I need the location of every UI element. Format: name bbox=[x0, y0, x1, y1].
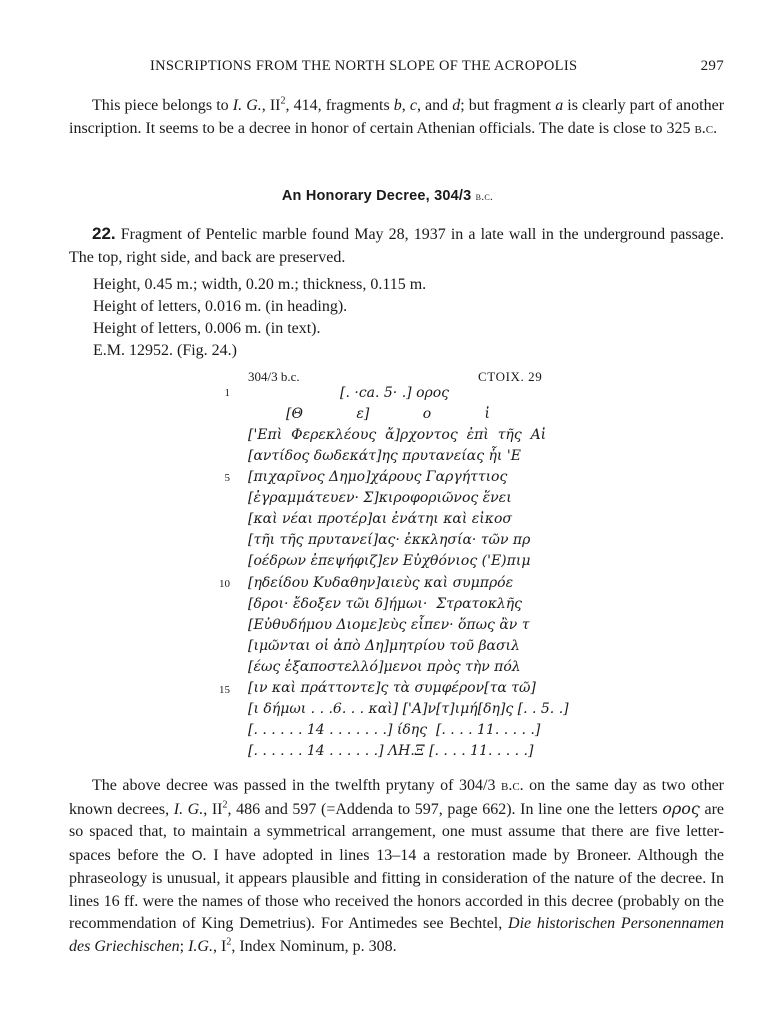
section-title bbox=[0, 188, 775, 204]
inscription-line: [. . . . . . 14 . . . . . .] ΛΗ.Ξ [. . . . 11. . . . .] bbox=[248, 743, 534, 759]
letter-height-heading: Height of letters, 0.016 m. (in heading). bbox=[93, 298, 348, 315]
intro-text: is clearly part of another inscription. It seems to be a decree in honor of certain Athenian officials. The date is close to 325 bbox=[69, 97, 725, 137]
inscription-line: [οέδρων ἐπεψήφιζ]εν Εὐχθόνιος ('Ε)πιμ bbox=[248, 553, 531, 569]
inscription-line: [Θ ε] ο ἰ bbox=[286, 406, 491, 422]
line-number: 5 bbox=[224, 472, 230, 484]
inscription-line: [ηδείδου Κυδαθην]αιεὺς καὶ συμπρόε bbox=[248, 575, 514, 591]
intro-text: ; but fragment bbox=[460, 97, 556, 114]
entry-number: 22. bbox=[92, 224, 116, 243]
inscription-line: [τῆι τῆς πρυτανεί]ας· ἐκκλησία· τῶν πρ bbox=[248, 532, 531, 548]
line-number: 10 bbox=[219, 578, 230, 590]
entry-paragraph bbox=[69, 222, 724, 269]
inscription-line: [ἐγραμμάτευεν· Σ]κιροφοριῶνος ἕνει bbox=[248, 490, 512, 506]
superscript: 2 bbox=[226, 936, 232, 948]
running-head bbox=[150, 58, 724, 82]
line-number: 15 bbox=[219, 684, 230, 696]
superscript: 2 bbox=[280, 95, 286, 107]
ig-ref: I.G. bbox=[188, 937, 213, 955]
inscription-line: [αντίδος δωδεκάτ]ης πρυτανείας ἧι 'Ε bbox=[248, 448, 521, 464]
fragment-letter: a bbox=[555, 97, 564, 114]
intro-text: This piece belongs to bbox=[92, 97, 233, 114]
section-title-text: An Honorary Decree, 304/3 bbox=[281, 188, 476, 204]
era-abbrev: b.c. bbox=[475, 189, 494, 203]
commentary-text: , II bbox=[203, 800, 223, 818]
page-number: 297 bbox=[700, 58, 724, 74]
intro-text: , II bbox=[261, 97, 281, 114]
inventory-number: E.M. 12952. (Fig. 24.) bbox=[93, 342, 237, 359]
commentary-paragraph bbox=[69, 775, 724, 959]
book-title: Die historischen Personennamen des Griechischen bbox=[69, 915, 724, 955]
inscription-line: [ιν καὶ πράττοντε]ς τὰ συμφέρον[τα τῶ] bbox=[248, 680, 536, 696]
ig-ref: I. G. bbox=[232, 97, 262, 114]
inscription-line: [πιχαρῖνος Δημο]χάρους Γαργήττιος bbox=[248, 469, 508, 485]
stoichedon-label: CTOIX. 29 bbox=[478, 369, 543, 384]
inscription-line: [. ·ca. 5· .] ορος bbox=[340, 385, 449, 401]
greek-word: ορος bbox=[662, 798, 700, 818]
commentary-text: The above decree was passed in the twelfth prytany of 304/3 bbox=[92, 777, 501, 794]
dimensions: Height, 0.45 m.; width, 0.20 m.; thickness, 0.115 m. bbox=[93, 276, 427, 293]
era-abbrev: b.c. bbox=[694, 120, 718, 137]
inscription-line: [Εὐθυδήμου Διομε]εὺς εἶπεν· ὅπως ἂν τ bbox=[248, 617, 530, 633]
inscription-line: [έως ἐξαποστελλό]μενοι πρὸς τὴν πόλ bbox=[248, 659, 521, 675]
fragment-letter: d bbox=[452, 97, 461, 114]
inscription-date: 304/3 b.c. bbox=[248, 369, 300, 384]
letter-height-text: Height of letters, 0.006 m. (in text). bbox=[93, 320, 321, 337]
inscription-line: [ι δήμωι . . .6. . . καὶ] ['Α]ν[τ]ιμή[δη]ς [. . 5. .] bbox=[248, 701, 569, 717]
commentary-text: , Index Nominum, p. 308. bbox=[231, 937, 397, 955]
fragment-letter: c bbox=[409, 97, 417, 114]
line-number: 1 bbox=[224, 387, 230, 399]
superscript: 2 bbox=[222, 799, 228, 811]
ig-ref: I. G. bbox=[173, 800, 204, 818]
commentary-text: are so spaced that, to maintain a symmetrical arrangement, one must assume that there are five letter-spaces before the bbox=[69, 800, 725, 865]
era-abbrev: b.c. bbox=[500, 777, 524, 794]
inscription-line: [καὶ νέαι προτέρ]αι ἐνάτηι καὶ εἰκοσ bbox=[248, 511, 512, 527]
commentary-text: . I have adopted in lines 13–14 a restoration made by Broneer. Although the phraseology is unusual, it appears plausible and fitting in consideration of the nature of the decree. In lines 16 ff. were the names of those who received the honors accorded in this decree (probably on the recommendation of King Demetrius). For Antimedes see Bechtel, bbox=[69, 847, 724, 933]
intro-text: , 414, fragments bbox=[285, 97, 394, 114]
letter-o: O bbox=[191, 847, 203, 864]
intro-text: , bbox=[401, 97, 410, 114]
running-title: INSCRIPTIONS FROM THE NORTH SLOPE OF THE ACROPOLIS bbox=[150, 58, 578, 74]
intro-paragraph bbox=[69, 94, 724, 140]
intro-text: , and bbox=[416, 97, 453, 114]
commentary-text: on the same day as two other known decrees, bbox=[69, 777, 725, 818]
inscription-line: [δροι· ἔδοξεν τῶι δ]ήμωι· Στρατοκλῆς bbox=[248, 596, 523, 612]
commentary-text: ; bbox=[179, 937, 189, 955]
inscription-line: [ιμῶνται οἱ ἀπὸ Δη]μητρίου τοῦ βασιλ bbox=[248, 638, 520, 654]
inscription-line: [. . . . . . 14 . . . . . . .] ίδης [. . . . 11. . . . .] bbox=[248, 722, 541, 738]
commentary-text: , I bbox=[212, 937, 227, 955]
entry-text: Fragment of Pentelic marble found May 28, 1937 in a late wall in the underground passage. The top, right side, and back are preserved. bbox=[69, 226, 724, 266]
fragment-letter: b bbox=[393, 97, 402, 114]
inscription-line: ['Επὶ Φερεκλέους ἄ]ρχοντος ἐπὶ τῆς Αἰ bbox=[248, 427, 547, 443]
commentary-text: , 486 and 597 (=Addenda to 597, page 662). In line one the letters bbox=[227, 800, 663, 818]
